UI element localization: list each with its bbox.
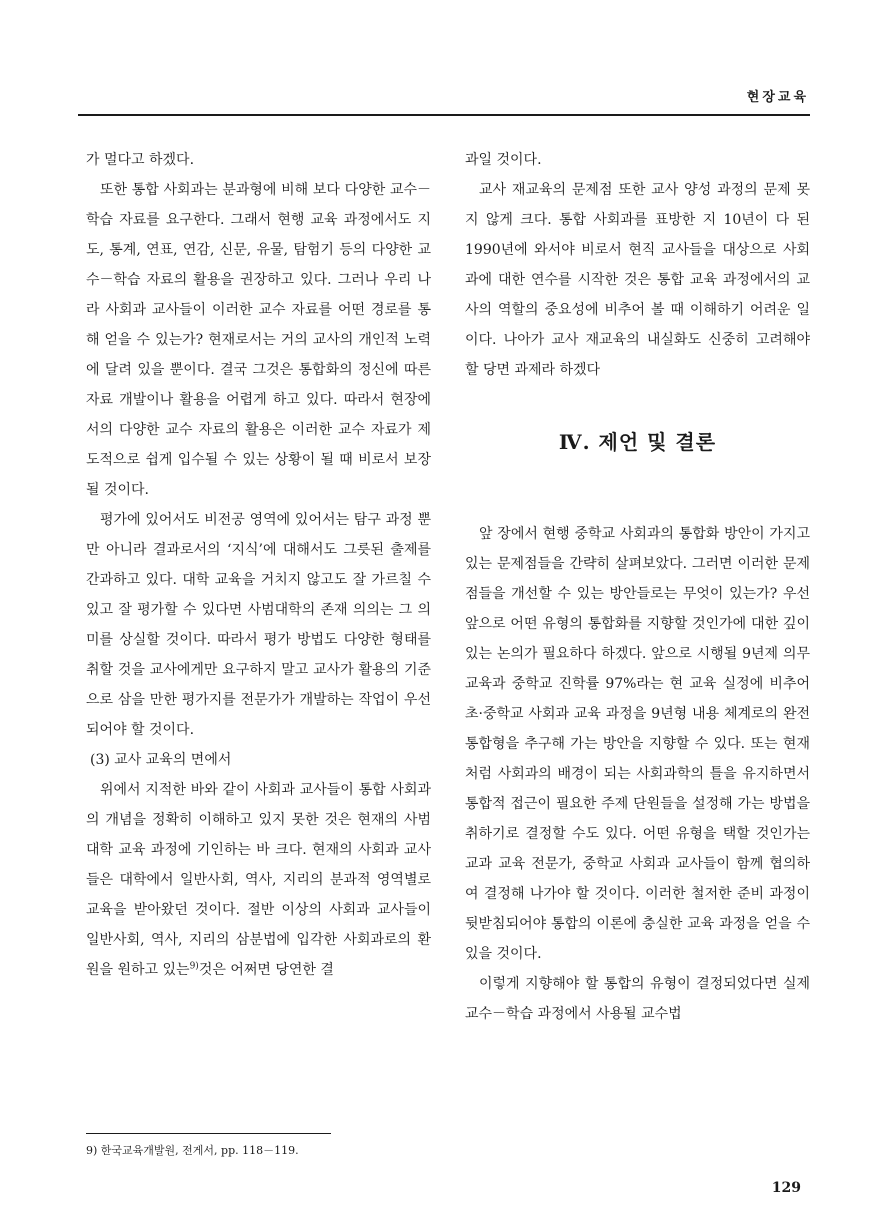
- paragraph: [86, 775, 431, 985]
- paragraph: 이렇게 지향해야 할 통합의 유형이 결정되었다면 실제 교수－학습 과정에서 사용될 교수법: [465, 976, 810, 1022]
- footnote-rule: [86, 1133, 331, 1134]
- section-heading: Ⅳ. 제언 및 결론: [558, 430, 717, 454]
- paragraph: 교사 재교육의 문제점 또한 교사 양성 과정의 문제 못지 않게 크다. 통합 사회과를 표방한 지 10년이 다 된 1990년에 와서야 비로서 현직 교사들을 대상으로 사회과에 대한 연수를 시작한 것은 통합 교육 과정에서의 교사의 역할의 중요성에 비추어 볼 때 이해하기 어려운 일이다. 나아가 교사 재교육의 내실화도 신중히 고려해야 할 당면 과제라 하겠다: [465, 182, 810, 378]
- paragraph: 또한 통합 사회과는 분과형에 비해 보다 다양한 교수－학습 자료를 요구한다. 그래서 현행 교육 과정에서도 지도, 통계, 연표, 연감, 신문, 유물, 탐험기 등의 다양한 교수－학습 자료의 활용을 권장하고 있다. 그러나 우리 나라 사회과 교사들이 이러한 교수 자료를 어떤 경로를 통해 얻을 수 있는가? 현재로서는 거의 교사의 개인적 노력에 달려 있을 뿐이다. 결국 그것은 통합화의 정신에 따른 자료 개발이나 활용을 어렵게 하고 있다. 따라서 현장에서의 다양한 교수 자료의 활용은 이러한 교수 자료가 제도적으로 쉽게 입수될 수 있는 상황이 될 때 비로서 보장될 것이다.: [86, 182, 431, 498]
- footnote: 9) 한국교육개발원, 전게서, pp. 118－119.: [86, 1144, 299, 1157]
- page-number: 129: [771, 1180, 801, 1196]
- paragraph-text: 것은 어쩌면 당연한 결: [198, 962, 334, 978]
- paragraph: 과일 것이다.: [465, 152, 542, 168]
- right-column: [465, 145, 810, 1029]
- paragraph: 평가에 있어서도 비전공 영역에 있어서는 탐구 과정 뿐만 아니라 결과로서의 ‘지식’에 대해서도 그릇된 출제를 간과하고 있다. 대학 교육을 거치지 않고도 잘 가르칠 수 있고 잘 평가할 수 있다면 사범대학의 존재 의의는 그 의미를 상실할 것이다. 따라서 평가 방법도 다양한 형태를 취할 것을 교사에게만 요구하지 말고 교사가 활용의 기준으로 삼을 만한 평가지를 전문가가 개발하는 작업이 우선되어야 할 것이다.: [86, 512, 431, 738]
- header-rule: [78, 114, 810, 116]
- paragraph: 가 멀다고 하겠다.: [86, 152, 195, 168]
- left-column: [86, 145, 431, 985]
- paragraph: 앞 장에서 현행 중학교 사회과의 통합화 방안이 가지고 있는 문제점들을 간략히 살펴보았다. 그러면 이러한 문제점들을 개선할 수 있는 방안들로는 무엇이 있는가? 우선 앞으로 어떤 유형의 통합화를 지향할 것인가에 대한 깊이 있는 논의가 필요하다 하겠다. 앞으로 시행될 9년제 의무 교육과 중학교 진학률 97%라는 현 교육 실정에 비추어 초·중학교 사회과 교육 과정을 9년형 내용 체계로의 완전 통합형을 추구해 가는 방안을 지향할 수 있다. 또는 현재처럼 사회과의 배경이 되는 사회과학의 틀을 유지하면서 통합적 접근이 필요한 주제 단원들을 설정해 가는 방법을 취하기로 결정할 수도 있다. 어떤 유형을 택할 것인가는 교과 교육 전문가, 중학교 사회과 교사들이 함께 협의하여 결정해 나가야 할 것이다. 이러한 철저한 준비 과정이 뒷받침되어야 통합의 이론에 충실한 교육 과정을 얻을 수 있을 것이다.: [465, 526, 810, 962]
- running-header: 현장교육: [746, 90, 809, 105]
- paragraph-text: 위에서 지적한 바와 같이 사회과 교사들이 통합 사회과의 개념을 정확히 이해하고 있지 못한 것은 현재의 사범대학 교육 과정에 기인하는 바 크다. 현재의 사회과 교사들은 대학에서 일반사회, 역사, 지리의 분과적 영역별로 교육을 받아왔던 것이다. 절반 이상의 사회과 교사들이 일반사회, 역사, 지리의 삼분법에 입각한 사회과로의 환원을 원하고 있는: [86, 782, 431, 978]
- subsection-heading: (3) 교사 교육의 면에서: [90, 752, 232, 768]
- footnote-reference: 9): [189, 961, 199, 972]
